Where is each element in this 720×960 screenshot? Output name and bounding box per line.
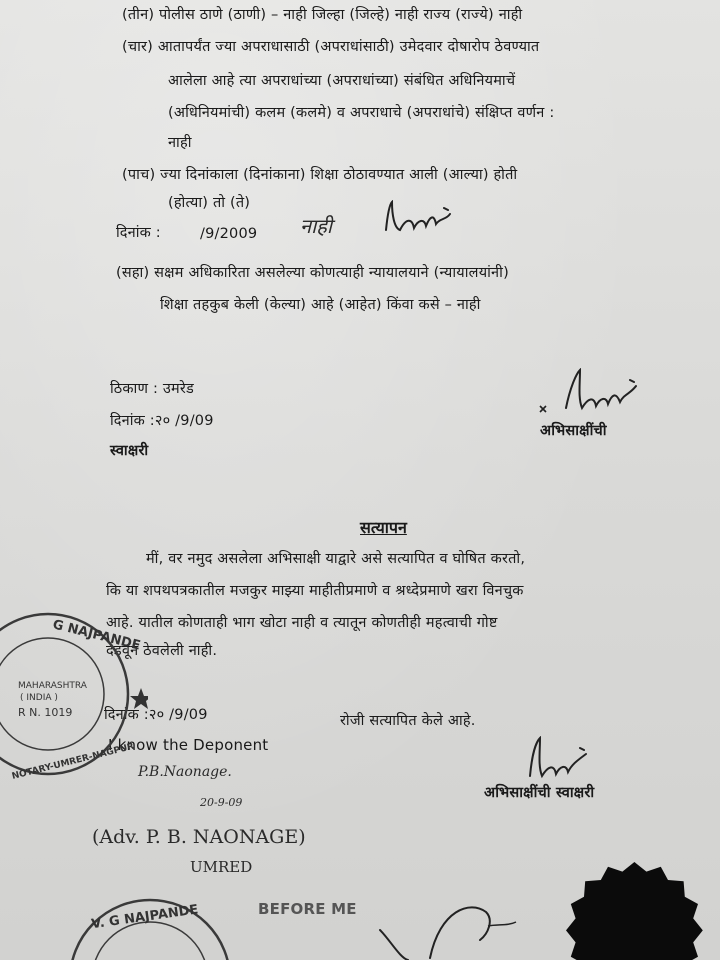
stamp1-top-text: G NAJPANDE	[51, 617, 142, 654]
item4-line2: आलेला आहे त्या अपराधांच्या (अपराधांच्या) संबंधित अधिनियमाचें	[168, 73, 516, 89]
place-line: ठिकाण : उमरेड	[110, 381, 194, 397]
stamp1-star-icon	[130, 688, 148, 709]
verification-line1: मीं, वर नमुद असलेला अभिसाक्षी याद्वारे असे सत्यापित व घोषित करतो,	[146, 551, 526, 567]
advocate-hand-name: P.B.Naonage.	[138, 764, 232, 780]
signature-4	[370, 890, 530, 960]
item4-line3: (अधिनियमांची) कलम (कलमे) व अपराधाचे (अपराधांचे) संक्षिप्त वर्णन :	[168, 105, 555, 121]
verification-date: दिनांक :२० /9/09	[104, 707, 208, 723]
deponent-signature-label: अभिसाक्षींची	[540, 423, 607, 439]
item5-line2: (होत्या) तो (ते)	[168, 195, 251, 211]
item4-line1: (चार) आतापर्यंत ज्या अपराधासाठी (अपराधांसाठी) उमेदवार दोषारोप ठेवण्यात	[122, 39, 540, 55]
verification-heading: सत्यापन	[360, 518, 407, 537]
stamp1-mid2: ( INDIA )	[20, 693, 58, 703]
verification-line4: दडवून ठेवलेली नाही.	[106, 643, 218, 659]
date2-line: दिनांक :२० /9/09	[110, 413, 214, 429]
verified-text: रोजी सत्यापित केले आहे.	[340, 713, 476, 729]
advocate-hand-date: 20-9-09	[200, 796, 243, 809]
item6-line2: शिक्षा तहकुब केली (केल्या) आहे (आहेत) किंवा कसे – नाही	[160, 297, 481, 313]
signature-1	[380, 200, 470, 240]
date1-value: /9/2009	[200, 226, 258, 242]
stamp2-top-text: V. G NAJPANDE	[90, 902, 200, 933]
verification-line2: कि या शपथपत्रकातील मजकुर माझ्या माहीतीप्रमाणे व श्रध्देप्रमाणे खरा विनचुक	[106, 583, 524, 599]
stamp1-reg: R N. 1019	[18, 706, 73, 719]
signature-label-left: स्वाक्षरी	[110, 443, 149, 459]
stamp1-bottom-text: NOTARY-UMRER-NAGPUR	[10, 741, 136, 782]
date1-label: दिनांक :	[116, 225, 161, 241]
verification-line3: आहे. यातील कोणताही भाग खोटा नाही व त्यातून कोणतीही महत्वाची गोष्ट	[106, 615, 498, 631]
signature-2	[536, 368, 646, 422]
item6-line1: (सहा) सक्षम अधिकारिता असलेल्या कोणत्याही न्यायालयाने (न्यायालयांनी)	[116, 265, 509, 281]
know-deponent: I know the Deponent	[108, 736, 269, 754]
item5-line1: (पाच) ज्या दिनांकाला (दिनांकाना) शिक्षा ठोठावण्यात आली (आल्या) होती	[122, 167, 518, 183]
notary-seal	[536, 850, 720, 960]
notary-stamp-1	[0, 604, 148, 784]
item3-line: (तीन) पोलीस ठाणे (ठाणी) – नाही जिल्हा (जिल्हे) नाही राज्य (राज्ये) नाही	[122, 7, 523, 23]
notary-stamp-2	[50, 880, 250, 960]
item4-line4: नाही	[168, 135, 192, 151]
signature-3	[520, 736, 600, 784]
advocate-place: UMRED	[190, 858, 253, 876]
stamp1-mid1: MAHARASHTRA	[18, 681, 87, 691]
before-me: BEFORE ME	[258, 900, 357, 918]
advocate-full-name: (Adv. P. B. NAONAGE)	[92, 826, 306, 848]
final-signature-label: अभिसाक्षींची स्वाक्षरी	[484, 785, 595, 801]
date1-handwritten: नाही	[300, 214, 333, 238]
